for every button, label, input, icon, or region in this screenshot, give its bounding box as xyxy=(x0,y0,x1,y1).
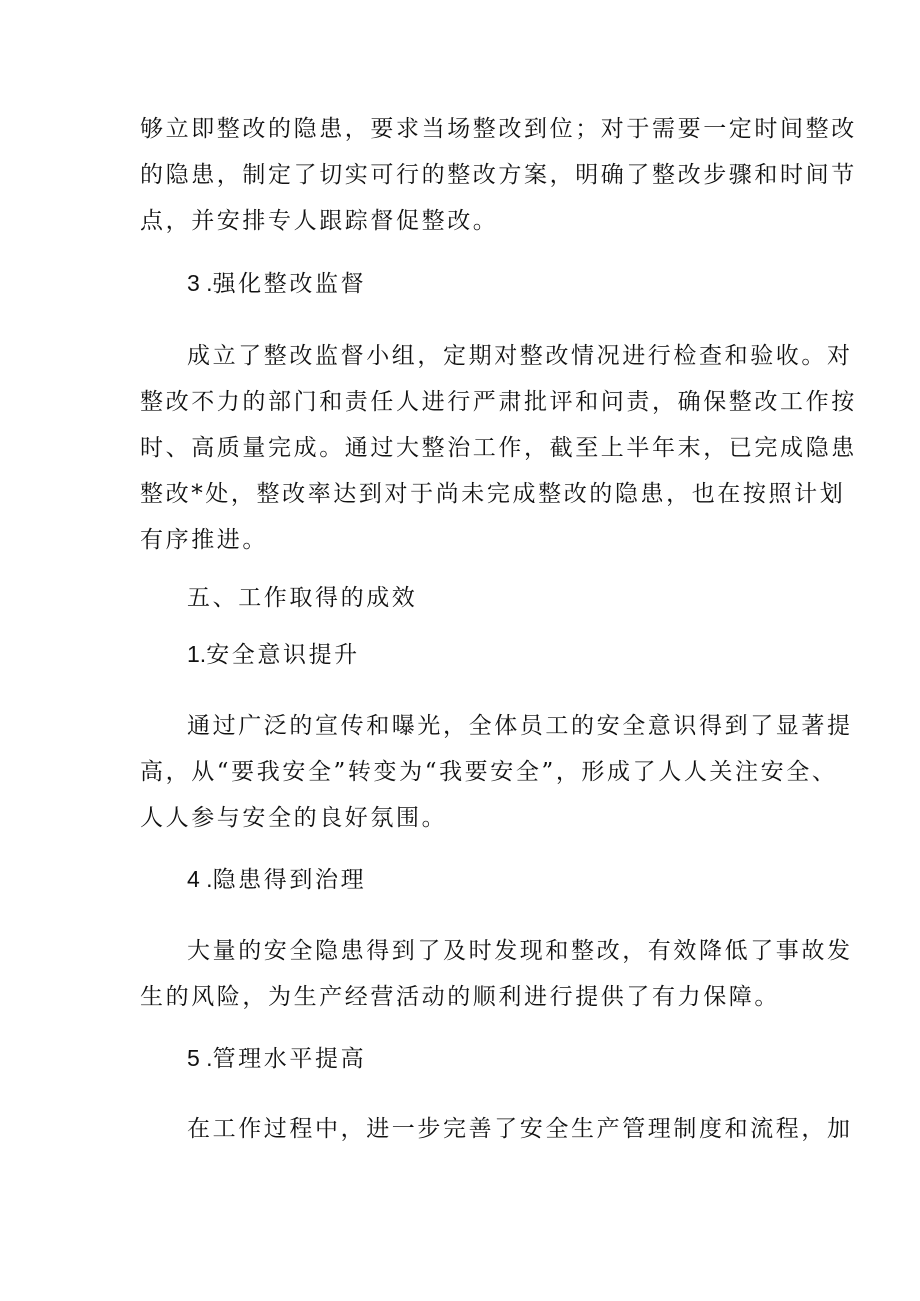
heading-text: 隐患得到治理 xyxy=(212,867,367,893)
paragraph-line: 生的风险，为生产经营活动的顺利进行提供了有力保障。 xyxy=(140,984,780,1010)
section-heading-achievements xyxy=(187,575,417,621)
heading-text: 安全意识提升 xyxy=(206,642,360,668)
paragraph-line: 人人参与安全的良好氛围。 xyxy=(140,805,448,831)
paragraph-line: 成立了整改监督小组，定期对整改情况进行检查和验收。对 xyxy=(187,343,853,369)
heading-strengthen-supervision xyxy=(187,260,366,307)
paragraph-line: 高，从“要我安全”转变为“我要安全”，形成了人人关注安全、 xyxy=(140,759,838,785)
heading-number: 1. xyxy=(187,641,207,667)
heading-hazards-governed xyxy=(187,856,366,903)
heading-number: 5 . xyxy=(187,1045,213,1071)
paragraph-line: 整改*处，整改率达到对于尚未完成整改的隐患，也在按照计划 xyxy=(140,481,846,507)
paragraph-line: 够立即整改的隐患，要求当场整改到位；对于需要一定时间整改 xyxy=(140,116,857,142)
paragraph-hazards xyxy=(140,928,853,1020)
paragraph-rectification-plan xyxy=(140,106,857,244)
heading-number: 4 . xyxy=(187,866,213,892)
heading-safety-awareness xyxy=(187,631,360,678)
paragraph-supervision-group xyxy=(140,333,857,563)
paragraph-management xyxy=(140,1106,853,1152)
heading-text: 管理水平提高 xyxy=(212,1046,367,1072)
paragraph-line: 时、高质量完成。通过大整治工作，截至上半年末，已完成隐患 xyxy=(140,435,857,461)
heading-text: 强化整改监督 xyxy=(212,271,367,297)
paragraph-line: 在工作过程中，进一步完善了安全生产管理制度和流程，加 xyxy=(187,1116,853,1142)
section-heading-text: 五、工作取得的成效 xyxy=(187,585,418,611)
paragraph-line: 的隐患，制定了切实可行的整改方案，明确了整改步骤和时间节 xyxy=(140,162,857,188)
heading-management-improved xyxy=(187,1035,366,1082)
paragraph-awareness xyxy=(140,703,853,841)
paragraph-line: 有序推进。 xyxy=(140,527,268,553)
paragraph-line: 大量的安全隐患得到了及时发现和整改，有效降低了事故发 xyxy=(187,938,853,964)
paragraph-line: 点，并安排专人跟踪督促整改。 xyxy=(140,208,499,234)
heading-number: 3 . xyxy=(187,270,213,296)
paragraph-line: 整改不力的部门和责任人进行严肃批评和问责，确保整改工作按 xyxy=(140,389,857,415)
paragraph-line: 通过广泛的宣传和曝光，全体员工的安全意识得到了显著提 xyxy=(187,713,853,739)
